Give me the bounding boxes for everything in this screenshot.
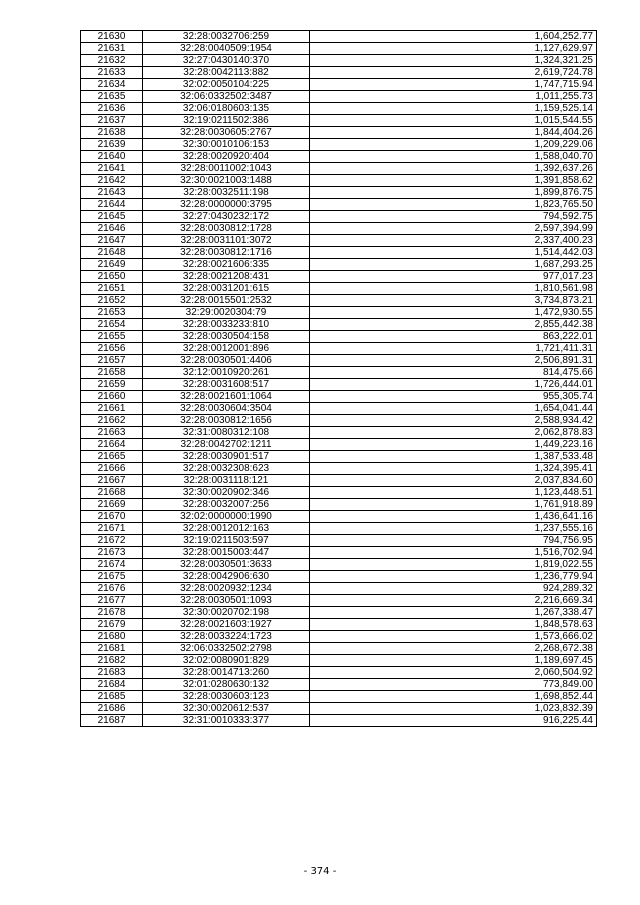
amount-cell: 1,015,544.55 <box>310 115 597 127</box>
cadastral-number-cell: 32:06:0332502:3487 <box>143 91 310 103</box>
table-row <box>81 391 597 403</box>
table-row <box>81 271 597 283</box>
row-number-cell: 21685 <box>81 691 143 703</box>
row-number-cell: 21655 <box>81 331 143 343</box>
cadastral-number-cell: 32:28:0031201:615 <box>143 283 310 295</box>
table-row <box>81 523 597 535</box>
amount-cell: 1,127,629.97 <box>310 43 597 55</box>
amount-cell: 2,216,669.34 <box>310 595 597 607</box>
table-row <box>81 691 597 703</box>
table-row <box>81 199 597 211</box>
table-row <box>81 295 597 307</box>
row-number-cell: 21681 <box>81 643 143 655</box>
row-number-cell: 21647 <box>81 235 143 247</box>
cadastral-number-cell: 32:06:0180603:135 <box>143 103 310 115</box>
cadastral-number-cell: 32:30:0010106:153 <box>143 139 310 151</box>
amount-cell: 1,823,765.50 <box>310 199 597 211</box>
amount-cell: 1,698,852.44 <box>310 691 597 703</box>
cadastral-number-cell: 32:28:0032308:623 <box>143 463 310 475</box>
amount-cell: 794,756.95 <box>310 535 597 547</box>
cadastral-number-cell: 32:28:0032007:256 <box>143 499 310 511</box>
row-number-cell: 21663 <box>81 427 143 439</box>
table-row <box>81 619 597 631</box>
amount-cell: 1,848,578.63 <box>310 619 597 631</box>
cadastral-number-cell: 32:28:0042906:630 <box>143 571 310 583</box>
amount-cell: 1,023,832.39 <box>310 703 597 715</box>
cadastral-number-cell: 32:01:0280630:132 <box>143 679 310 691</box>
table-row <box>81 439 597 451</box>
table-row <box>81 163 597 175</box>
amount-cell: 1,267,338.47 <box>310 607 597 619</box>
row-number-cell: 21646 <box>81 223 143 235</box>
cadastral-number-cell: 32:28:0030812:1728 <box>143 223 310 235</box>
cadastral-number-cell: 32:28:0012012:163 <box>143 523 310 535</box>
amount-cell: 863,222.01 <box>310 331 597 343</box>
row-number-cell: 21649 <box>81 259 143 271</box>
table-row <box>81 451 597 463</box>
cadastral-number-cell: 32:31:0080312:108 <box>143 427 310 439</box>
row-number-cell: 21665 <box>81 451 143 463</box>
table-row <box>81 103 597 115</box>
cadastral-number-cell: 32:31:0010333:377 <box>143 715 310 727</box>
table-row <box>81 595 597 607</box>
row-number-cell: 21686 <box>81 703 143 715</box>
table-row <box>81 643 597 655</box>
cadastral-number-cell: 32:02:0000000:1990 <box>143 511 310 523</box>
table-row <box>81 67 597 79</box>
table-row <box>81 43 597 55</box>
table-row <box>81 607 597 619</box>
table-row <box>81 403 597 415</box>
cadastral-number-cell: 32:30:0020902:346 <box>143 487 310 499</box>
table-row <box>81 571 597 583</box>
amount-cell: 1,899,876.75 <box>310 187 597 199</box>
table-row <box>81 547 597 559</box>
row-number-cell: 21671 <box>81 523 143 535</box>
row-number-cell: 21653 <box>81 307 143 319</box>
amount-cell: 2,619,724.78 <box>310 67 597 79</box>
table-row <box>81 355 597 367</box>
cadastral-number-cell: 32:30:0021003:1488 <box>143 175 310 187</box>
cadastral-number-cell: 32:28:0031101:3072 <box>143 235 310 247</box>
table-row <box>81 115 597 127</box>
cadastral-number-cell: 32:30:0020702:198 <box>143 607 310 619</box>
row-number-cell: 21638 <box>81 127 143 139</box>
row-number-cell: 21664 <box>81 439 143 451</box>
row-number-cell: 21669 <box>81 499 143 511</box>
cadastral-number-cell: 32:28:0040509:1954 <box>143 43 310 55</box>
table-row <box>81 139 597 151</box>
cadastral-number-cell: 32:28:0031608:517 <box>143 379 310 391</box>
cadastral-number-cell: 32:28:0020920:404 <box>143 151 310 163</box>
amount-cell: 1,392,637.26 <box>310 163 597 175</box>
table-row <box>81 331 597 343</box>
cadastral-number-cell: 32:28:0030812:1656 <box>143 415 310 427</box>
amount-cell: 1,721,411.31 <box>310 343 597 355</box>
cadastral-number-cell: 32:28:0030605:2767 <box>143 127 310 139</box>
cadastral-number-cell: 32:27:0430140:370 <box>143 55 310 67</box>
amount-cell: 2,268,672.38 <box>310 643 597 655</box>
row-number-cell: 21678 <box>81 607 143 619</box>
amount-cell: 1,514,442.03 <box>310 247 597 259</box>
cadastral-number-cell: 32:28:0011002:1043 <box>143 163 310 175</box>
amount-cell: 2,062,878.83 <box>310 427 597 439</box>
row-number-cell: 21644 <box>81 199 143 211</box>
cadastral-number-cell: 32:06:0332502:2798 <box>143 643 310 655</box>
cadastral-number-cell: 32:28:0033233:810 <box>143 319 310 331</box>
cadastral-number-cell: 32:28:0015501:2532 <box>143 295 310 307</box>
amount-cell: 814,475.66 <box>310 367 597 379</box>
table-row <box>81 259 597 271</box>
amount-cell: 1,747,715.94 <box>310 79 597 91</box>
row-number-cell: 21677 <box>81 595 143 607</box>
cadastral-number-cell: 32:28:0000000:3795 <box>143 199 310 211</box>
row-number-cell: 21659 <box>81 379 143 391</box>
amount-cell: 1,654,041.44 <box>310 403 597 415</box>
table-row <box>81 631 597 643</box>
row-number-cell: 21637 <box>81 115 143 127</box>
row-number-cell: 21634 <box>81 79 143 91</box>
amount-cell: 2,037,834.60 <box>310 475 597 487</box>
row-number-cell: 21642 <box>81 175 143 187</box>
cadastral-number-cell: 32:28:0030501:3633 <box>143 559 310 571</box>
amount-cell: 3,734,873.21 <box>310 295 597 307</box>
row-number-cell: 21650 <box>81 271 143 283</box>
cadastral-number-cell: 32:28:0033224:1723 <box>143 631 310 643</box>
table-row <box>81 511 597 523</box>
row-number-cell: 21658 <box>81 367 143 379</box>
cadastral-number-cell: 32:28:0030501:4406 <box>143 355 310 367</box>
row-number-cell: 21641 <box>81 163 143 175</box>
table-row <box>81 655 597 667</box>
table-row <box>81 475 597 487</box>
data-table <box>80 30 597 727</box>
page-number: - 374 - <box>303 866 337 877</box>
row-number-cell: 21633 <box>81 67 143 79</box>
table-row <box>81 367 597 379</box>
amount-cell: 916,225.44 <box>310 715 597 727</box>
row-number-cell: 21674 <box>81 559 143 571</box>
cadastral-number-cell: 32:19:0211503:597 <box>143 535 310 547</box>
cadastral-number-cell: 32:02:0080901:829 <box>143 655 310 667</box>
row-number-cell: 21640 <box>81 151 143 163</box>
row-number-cell: 21652 <box>81 295 143 307</box>
row-number-cell: 21654 <box>81 319 143 331</box>
table-row <box>81 223 597 235</box>
cadastral-number-cell: 32:28:0031118:121 <box>143 475 310 487</box>
row-number-cell: 21672 <box>81 535 143 547</box>
row-number-cell: 21660 <box>81 391 143 403</box>
row-number-cell: 21662 <box>81 415 143 427</box>
amount-cell: 1,324,321.25 <box>310 55 597 67</box>
cadastral-number-cell: 32:28:0032511:198 <box>143 187 310 199</box>
row-number-cell: 21632 <box>81 55 143 67</box>
cadastral-number-cell: 32:30:0020612:537 <box>143 703 310 715</box>
row-number-cell: 21676 <box>81 583 143 595</box>
row-number-cell: 21687 <box>81 715 143 727</box>
row-number-cell: 21666 <box>81 463 143 475</box>
amount-cell: 2,506,891.31 <box>310 355 597 367</box>
amount-cell: 977,017.23 <box>310 271 597 283</box>
table-row <box>81 247 597 259</box>
row-number-cell: 21670 <box>81 511 143 523</box>
cadastral-number-cell: 32:28:0020932:1234 <box>143 583 310 595</box>
cadastral-number-cell: 32:12:0010920:261 <box>143 367 310 379</box>
row-number-cell: 21657 <box>81 355 143 367</box>
amount-cell: 1,604,252.77 <box>310 31 597 43</box>
cadastral-number-cell: 32:28:0015003:447 <box>143 547 310 559</box>
amount-cell: 2,588,934.42 <box>310 415 597 427</box>
amount-cell: 1,573,666.02 <box>310 631 597 643</box>
table-row <box>81 379 597 391</box>
table-row <box>81 127 597 139</box>
amount-cell: 2,597,394.99 <box>310 223 597 235</box>
row-number-cell: 21667 <box>81 475 143 487</box>
row-number-cell: 21673 <box>81 547 143 559</box>
amount-cell: 1,588,040.70 <box>310 151 597 163</box>
row-number-cell: 21630 <box>81 31 143 43</box>
table-row <box>81 583 597 595</box>
amount-cell: 2,855,442.38 <box>310 319 597 331</box>
table-row <box>81 91 597 103</box>
amount-cell: 1,472,930.55 <box>310 307 597 319</box>
cadastral-number-cell: 32:28:0021208:431 <box>143 271 310 283</box>
amount-cell: 1,761,918.89 <box>310 499 597 511</box>
amount-cell: 1,236,779.94 <box>310 571 597 583</box>
table-row <box>81 679 597 691</box>
amount-cell: 773,849.00 <box>310 679 597 691</box>
table-row <box>81 235 597 247</box>
amount-cell: 1,237,555.16 <box>310 523 597 535</box>
table-row <box>81 463 597 475</box>
row-number-cell: 21668 <box>81 487 143 499</box>
table-row <box>81 343 597 355</box>
cadastral-number-cell: 32:28:0032706:259 <box>143 31 310 43</box>
amount-cell: 1,209,229.06 <box>310 139 597 151</box>
amount-cell: 1,726,444.01 <box>310 379 597 391</box>
cadastral-number-cell: 32:29:0020304:79 <box>143 307 310 319</box>
table-body <box>81 31 597 727</box>
row-number-cell: 21648 <box>81 247 143 259</box>
cadastral-number-cell: 32:28:0030901:517 <box>143 451 310 463</box>
table-row <box>81 187 597 199</box>
cadastral-number-cell: 32:27:0430232:172 <box>143 211 310 223</box>
table-row <box>81 427 597 439</box>
amount-cell: 2,060,504.92 <box>310 667 597 679</box>
row-number-cell: 21639 <box>81 139 143 151</box>
row-number-cell: 21661 <box>81 403 143 415</box>
cadastral-number-cell: 32:28:0012001:896 <box>143 343 310 355</box>
table-row <box>81 559 597 571</box>
cadastral-number-cell: 32:28:0021606:335 <box>143 259 310 271</box>
amount-cell: 1,810,561.98 <box>310 283 597 295</box>
amount-cell: 2,337,400.23 <box>310 235 597 247</box>
amount-cell: 1,387,533.48 <box>310 451 597 463</box>
cadastral-number-cell: 32:28:0021603:1927 <box>143 619 310 631</box>
amount-cell: 1,516,702.94 <box>310 547 597 559</box>
row-number-cell: 21682 <box>81 655 143 667</box>
cadastral-number-cell: 32:28:0042702:1211 <box>143 439 310 451</box>
row-number-cell: 21645 <box>81 211 143 223</box>
table-row <box>81 31 597 43</box>
cadastral-number-cell: 32:28:0021601:1064 <box>143 391 310 403</box>
row-number-cell: 21683 <box>81 667 143 679</box>
amount-cell: 794,592.75 <box>310 211 597 223</box>
table-row <box>81 415 597 427</box>
amount-cell: 1,159,525.14 <box>310 103 597 115</box>
amount-cell: 1,189,697.45 <box>310 655 597 667</box>
table-row <box>81 715 597 727</box>
cadastral-number-cell: 32:02:0050104:225 <box>143 79 310 91</box>
row-number-cell: 21684 <box>81 679 143 691</box>
row-number-cell: 21636 <box>81 103 143 115</box>
table-row <box>81 499 597 511</box>
cadastral-number-cell: 32:28:0030603:123 <box>143 691 310 703</box>
table-row <box>81 211 597 223</box>
amount-cell: 1,391,858.62 <box>310 175 597 187</box>
row-number-cell: 21656 <box>81 343 143 355</box>
cadastral-number-cell: 32:28:0030604:3504 <box>143 403 310 415</box>
cadastral-number-cell: 32:28:0014713:260 <box>143 667 310 679</box>
row-number-cell: 21651 <box>81 283 143 295</box>
cadastral-number-cell: 32:28:0030501:1093 <box>143 595 310 607</box>
table-row <box>81 55 597 67</box>
table-row <box>81 151 597 163</box>
amount-cell: 1,844,404.26 <box>310 127 597 139</box>
amount-cell: 1,123,448.51 <box>310 487 597 499</box>
row-number-cell: 21675 <box>81 571 143 583</box>
table-row <box>81 79 597 91</box>
cadastral-number-cell: 32:28:0030504:158 <box>143 331 310 343</box>
table-row <box>81 175 597 187</box>
table-row <box>81 667 597 679</box>
table-row <box>81 703 597 715</box>
table-row <box>81 319 597 331</box>
table-row <box>81 535 597 547</box>
table-row <box>81 487 597 499</box>
cadastral-number-cell: 32:28:0030812:1716 <box>143 247 310 259</box>
amount-cell: 1,011,255.73 <box>310 91 597 103</box>
table-row <box>81 283 597 295</box>
amount-cell: 1,819,022.55 <box>310 559 597 571</box>
amount-cell: 955,305.74 <box>310 391 597 403</box>
cadastral-number-cell: 32:28:0042113:882 <box>143 67 310 79</box>
cadastral-number-cell: 32:19:0211502:386 <box>143 115 310 127</box>
row-number-cell: 21643 <box>81 187 143 199</box>
amount-cell: 1,449,223.16 <box>310 439 597 451</box>
amount-cell: 1,687,293.25 <box>310 259 597 271</box>
amount-cell: 1,324,395.41 <box>310 463 597 475</box>
table-row <box>81 307 597 319</box>
row-number-cell: 21679 <box>81 619 143 631</box>
amount-cell: 924,289.32 <box>310 583 597 595</box>
row-number-cell: 21631 <box>81 43 143 55</box>
row-number-cell: 21680 <box>81 631 143 643</box>
amount-cell: 1,436,641.16 <box>310 511 597 523</box>
row-number-cell: 21635 <box>81 91 143 103</box>
